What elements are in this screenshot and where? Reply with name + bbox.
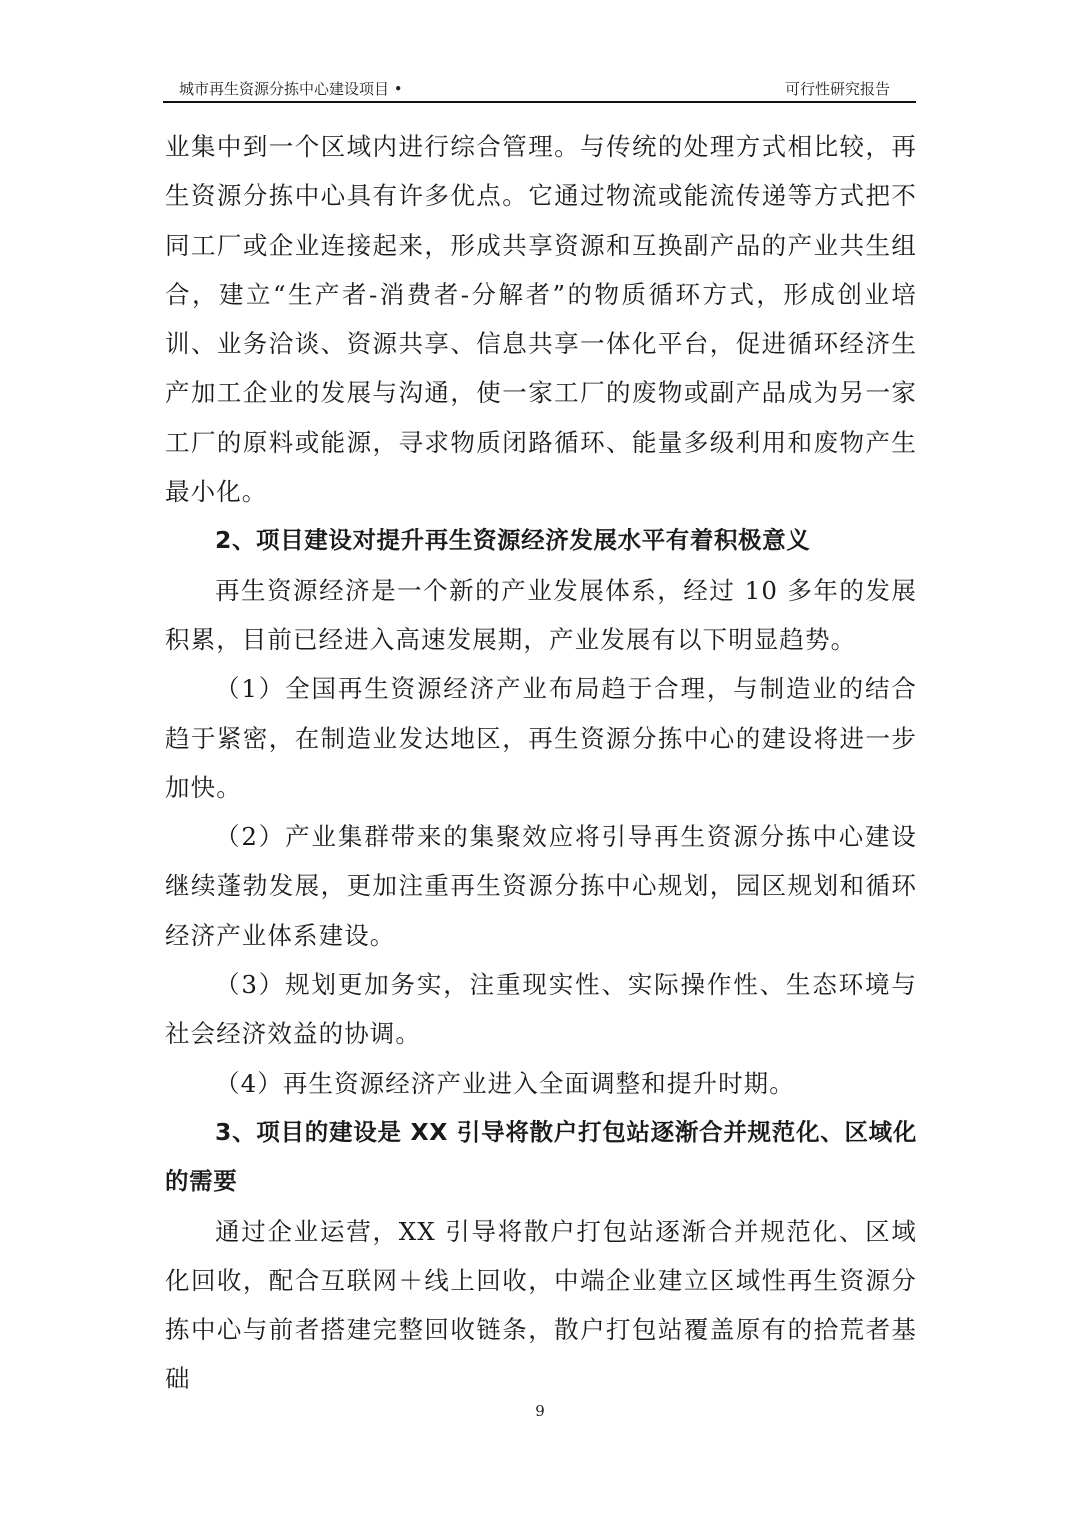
list-item-1: （1）全国再生资源经济产业布局趋于合理，与制造业的结合趋于紧密，在制造业发达地区，再生资源分拣中心的建设将进一步加快。: [165, 674, 917, 802]
header-divider: [163, 101, 916, 103]
document-body: [165, 122, 917, 1404]
header-report-type: 可行性研究报告: [784, 80, 890, 98]
paragraph-operations: 通过企业运营，XX 引导将散户打包站逐渐合并规范化、区域化回收，配合互联网＋线上回收，中端企业建立区域性再生资源分拣中心与前者搭建完整回收链条，散户打包站覆盖原有的拾荒者基础: [165, 1216, 917, 1394]
list-item-4: （4）再生资源经济产业进入全面调整和提升时期。: [215, 1068, 795, 1098]
header-document-title: 城市再生资源分拣中心建设项目 •: [179, 80, 403, 98]
page-header: [163, 76, 916, 102]
list-item-3: （3）规划更加务实，注重现实性、实际操作性、生态环境与社会经济效益的协调。: [165, 970, 917, 1049]
paragraph-intro-trends: 再生资源经济是一个新的产业发展体系，经过 10 多年的发展积累，目前已经进入高速发展期，产业发展有以下明显趋势。: [165, 575, 917, 654]
section-heading-3: 3、项目的建设是 XX 引导将散户打包站逐渐合并规范化、区域化的需要: [165, 1117, 917, 1196]
section-heading-2: 2、项目建设对提升再生资源经济发展水平有着积极意义: [215, 526, 811, 555]
list-item-2: （2）产业集群带来的集聚效应将引导再生资源分拣中心建设继续蓬勃发展，更加注重再生资源分拣中心规划，园区规划和循环经济产业体系建设。: [165, 822, 917, 950]
paragraph-continuation: 业集中到一个区域内进行综合管理。与传统的处理方式相比较，再生资源分拣中心具有许多优点。它通过物流或能流传递等方式把不同工厂或企业连接起来，形成共享资源和互换副产品的产业共生组合，建立“生产者-消费者-分解者”的物质循环方式，形成创业培训、业务洽谈、资源共享、信息共享一体化平台，促进循环经济生产加工企业的发展与沟通，使一家工厂的废物或副产品成为另一家工厂的原料或能源，寻求物质闭路循环、能量多级利用和废物产生最小化。: [165, 132, 917, 507]
page-number: 9: [535, 1402, 545, 1420]
